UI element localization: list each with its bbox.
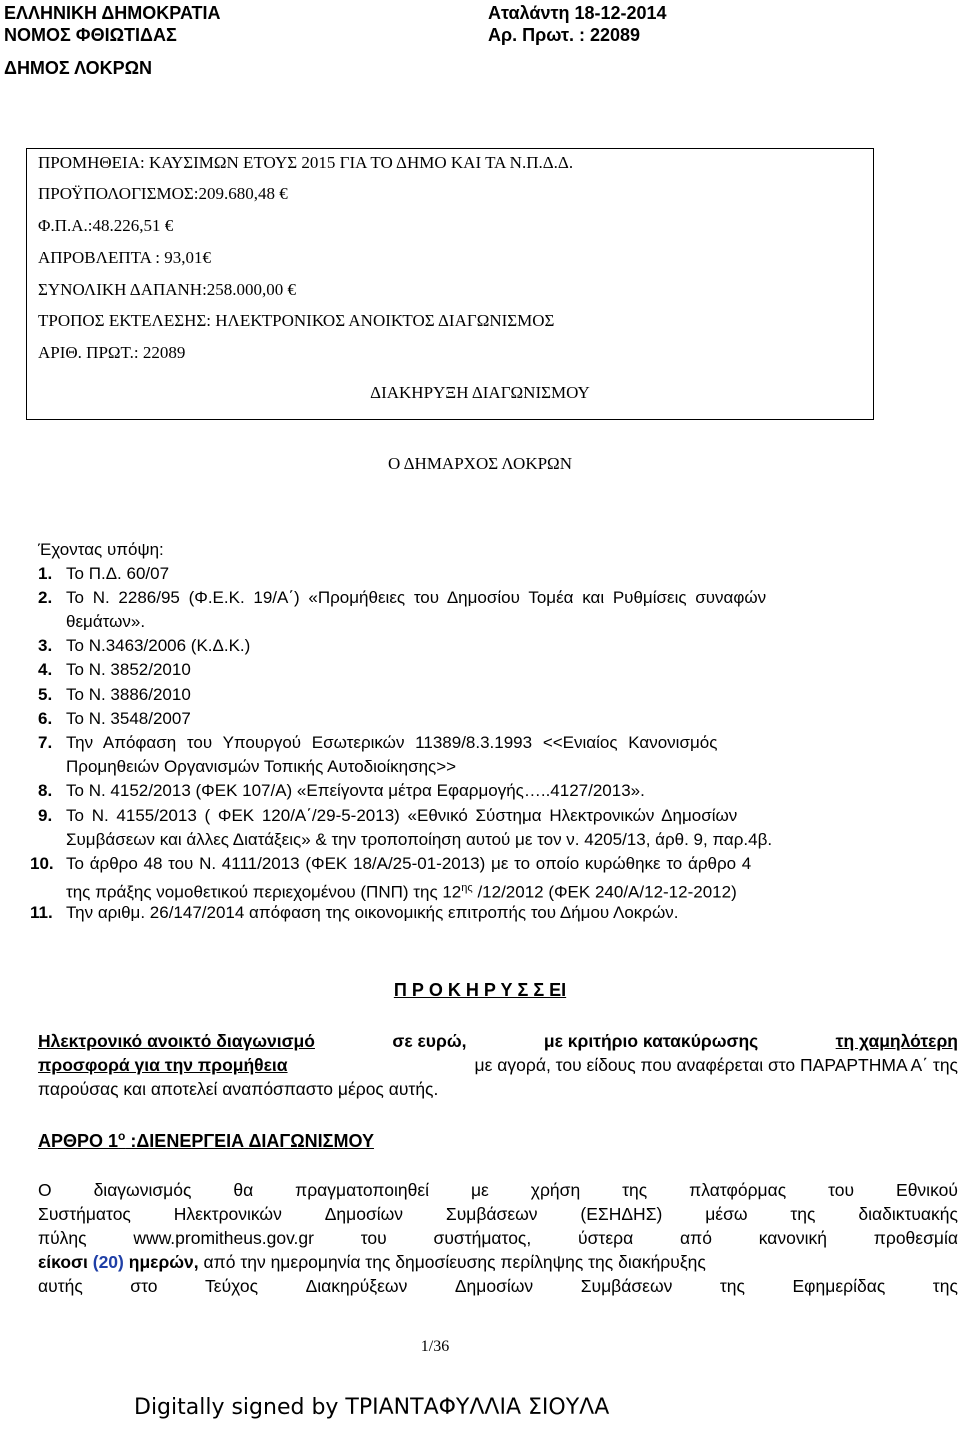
word: Ο	[38, 1180, 52, 1200]
word: Διακηρύξεων	[305, 1276, 408, 1296]
bold-word: ημερών,	[128, 1252, 199, 1272]
word: Δημοσίων	[324, 1204, 404, 1224]
word: συστήματος,	[433, 1228, 532, 1248]
header-right	[488, 2, 667, 46]
intro-bold-2: σε ευρώ,	[392, 1031, 467, 1051]
list-item-1	[38, 563, 169, 585]
list-text: Το Ν. 4155/2013 ( ΦΕΚ 120/Α΄/29-5-2013) «Εθνικό Σύστημα Ηλεκτρονικών Δημοσίων	[66, 806, 738, 825]
bold-word: είκοσι	[38, 1252, 88, 1272]
list-item-3	[38, 635, 250, 657]
word: Συστήματος	[38, 1204, 131, 1224]
page-number: 1/36	[420, 1338, 450, 1355]
list-number: 2.	[38, 588, 53, 607]
list-number: 10.	[30, 854, 54, 873]
list-number: 9.	[38, 806, 53, 825]
word: του	[360, 1228, 387, 1248]
list-text: Το Π.Δ. 60/07	[66, 564, 170, 583]
list-item-5	[38, 684, 191, 706]
list-number: 4.	[38, 660, 53, 679]
text: από την ημερομηνία της δημοσίευσης περίληψης της διακήρυξης	[203, 1252, 706, 1272]
word: Δημοσίων	[454, 1276, 534, 1296]
header-left	[4, 2, 220, 79]
list-item-10-cont	[66, 877, 737, 904]
box-line-protocol: ΑΡΙΘ. ΠΡΩΤ.: 22089	[38, 343, 186, 362]
word: κανονική	[758, 1228, 827, 1248]
list-number: 1.	[38, 564, 53, 583]
list-number: 7.	[38, 733, 53, 752]
word: (ΕΣΗΔΗΣ)	[580, 1204, 663, 1224]
list-text: Το άρθρο 48 του Ν. 4111/2013 (ΦΕΚ 18/Α/25-01-2013) με το οποίο κυρώθηκε το άρθρο 4	[66, 854, 752, 873]
word: διαδικτυακής	[858, 1204, 958, 1224]
list-text: Την Απόφαση του Υπουργού Εσωτερικών 11389/8.3.1993 <<Ενιαίος Κανονισμός	[66, 733, 718, 752]
word: στο	[130, 1276, 158, 1296]
article-line-4	[38, 1250, 958, 1274]
list-text: Το Ν. 4152/2013 (ΦΕΚ 107/Α) «Επείγοντα μέτρα Εφαρμογής…..4127/2013».	[66, 781, 645, 800]
proclamation-heading: Π Ρ Ο Κ Η Ρ Υ Σ Σ ΕΙ	[393, 980, 567, 1000]
word: της	[790, 1204, 816, 1224]
considering-heading: Έχοντας υπόψη:	[38, 540, 164, 559]
word: πραγματοποιηθεί	[295, 1180, 430, 1200]
days-number: (20)	[92, 1252, 124, 1272]
list-item-9-cont: Συμβάσεων και άλλες Διατάξεις» & την τροποποίηση αυτού με τον ν. 4205/13, άρθ. 9, παρ.4β.	[66, 830, 773, 849]
list-item-8	[38, 780, 645, 802]
list-item-4	[38, 659, 191, 681]
header-municipality: ΔΗΜΟΣ ΛΟΚΡΩΝ	[4, 58, 153, 78]
digital-signature: Digitally signed by ΤΡΙΑΝΤΑΦΥΛΛΙΑ ΣΙΟΥΛΑ	[134, 1395, 610, 1420]
word: της	[932, 1276, 958, 1296]
article-line-1	[38, 1178, 958, 1202]
word: της	[719, 1276, 745, 1296]
intro-bold-4: τη χαμηλότερη	[835, 1031, 958, 1051]
header-date: Αταλάντη 18-12-2014	[488, 3, 667, 23]
list-text: /12/2012 (ΦΕΚ 240/Α/12-12-2012)	[477, 882, 737, 902]
header-protocol: Αρ. Πρωτ. : 22089	[488, 25, 641, 45]
word: Ηλεκτρονικών	[173, 1204, 282, 1224]
article-title-text: ΑΡΘΡΟ 1	[38, 1131, 119, 1151]
list-text: Την αριθμ. 26/147/2014 απόφαση της οικονομικής επιτροπής του Δήμου Λοκρών.	[66, 903, 679, 922]
word: χρήση	[530, 1180, 581, 1200]
intro-bold-1: Ηλεκτρονικό ανοικτό διαγωνισμό	[38, 1031, 315, 1051]
list-number: 8.	[38, 781, 53, 800]
superscript: ης	[461, 882, 473, 894]
intro-paragraph	[38, 1029, 958, 1101]
word: πύλης	[38, 1228, 87, 1248]
article-1-body	[38, 1178, 958, 1298]
list-text: Το Ν.3463/2006 (Κ.Δ.Κ.)	[66, 636, 251, 655]
article-line-5	[38, 1274, 958, 1298]
box-line-method: ΤΡΟΠΟΣ ΕΚΤΕΛΕΣΗΣ: ΗΛΕΚΤΡΟΝΙΚΟΣ ΑΝΟΙΚΤΟΣ ΔΙΑΓΩΝΙΣΜΟΣ	[38, 311, 555, 330]
word: Εθνικού	[896, 1180, 958, 1200]
word: με	[470, 1180, 489, 1200]
list-item-2	[38, 587, 918, 609]
word: πλατφόρμας	[689, 1180, 787, 1200]
article-line-2	[38, 1202, 958, 1226]
list-text: της πράξης νομοθετικού περιεχομένου (ΠΝΠ) της 12	[66, 882, 462, 902]
article-1-title	[38, 1129, 374, 1152]
article-title-sup: ο	[118, 1129, 126, 1143]
word: του	[828, 1180, 855, 1200]
word: θα	[233, 1180, 254, 1200]
website-link[interactable]: www.promitheus.gov.gr	[133, 1228, 314, 1248]
word: διαγωνισμός	[93, 1180, 192, 1200]
word: από	[680, 1228, 712, 1248]
mayor-heading: Ο ΔΗΜΑΡΧΟΣ ΛΟΚΡΩΝ	[388, 454, 572, 473]
intro-text-1: με αγορά, του είδους που αναφέρεται στο ΠΑΡΑΡΤΗΜΑ Α΄ της	[474, 1055, 958, 1075]
word: Συμβάσεων	[580, 1276, 673, 1296]
header-prefecture: ΝΟΜΟΣ ΦΘΙΩΤΙΔΑΣ	[4, 25, 177, 45]
box-line-total: ΣΥΝΟΛΙΚΗ ΔΑΠΑΝΗ:258.000,00 €	[38, 280, 297, 299]
intro-bold-3: με κριτήριο κατακύρωσης	[543, 1031, 759, 1051]
list-number: 11.	[30, 903, 53, 922]
header-country: ΕΛΛΗΝΙΚΗ ΔΗΜΟΚΡΑΤΙΑ	[4, 3, 221, 23]
list-text: Το Ν. 3886/2010	[66, 685, 191, 704]
list-text: Το Ν. 2286/95 (Φ.Ε.Κ. 19/Α΄) «Προμήθειες του Δημοσίου Τομέα και Ρυθμίσεις συναφών	[66, 588, 767, 607]
word: αυτής	[38, 1276, 83, 1296]
article-title-rest: :ΔΙΕΝΕΡΓΕΙΑ ΔΙΑΓΩΝΙΣΜΟΥ	[125, 1131, 374, 1151]
list-item-9	[38, 805, 737, 827]
word: μέσω	[705, 1204, 748, 1224]
list-number: 6.	[38, 709, 53, 728]
word: προθεσμία	[873, 1228, 958, 1248]
list-item-10	[30, 853, 751, 875]
list-item-6	[38, 708, 191, 730]
article-line-3	[38, 1226, 958, 1250]
box-line-procurement: ΠΡΟΜΗΘΕΙΑ: ΚΑΥΣΙΜΩΝ ΕΤΟΥΣ 2015 ΓΙΑ ΤΟ ΔΗΜΟ ΚΑΙ ΤΑ Ν.Π.Δ.Δ.	[38, 153, 574, 172]
word: της	[622, 1180, 648, 1200]
list-text: Το Ν. 3852/2010	[66, 660, 191, 679]
word: Εφημερίδας	[792, 1276, 886, 1296]
list-number: 5.	[38, 685, 53, 704]
word: ύστερα	[578, 1228, 634, 1248]
list-item-7	[38, 732, 717, 754]
intro-text-2: παρούσας και αποτελεί αναπόσπαστο μέρος αυτής.	[38, 1079, 439, 1099]
box-line-contingency: ΑΠΡΟΒΛΕΠΤΑ : 93,01€	[38, 248, 211, 267]
box-line-vat: Φ.Π.Α.:48.226,51 €	[38, 216, 174, 235]
intro-bold-5: προσφορά για την προμήθεια	[38, 1055, 288, 1075]
list-text: Το Ν. 3548/2007	[66, 709, 191, 728]
word: Συμβάσεων	[445, 1204, 538, 1224]
list-item-7-cont: Προμηθειών Οργανισμών Τοπικής Αυτοδιοίκησης>>	[66, 757, 457, 776]
box-line-budget: ΠΡΟΫΠΟΛΟΓΙΣΜΟΣ:209.680,48 €	[38, 184, 288, 203]
list-item-11	[30, 902, 678, 924]
list-number: 3.	[38, 636, 53, 655]
word: Τεύχος	[205, 1276, 259, 1296]
list-item-2-cont: θεμάτων».	[66, 612, 146, 631]
box-title: ΔΙΑΚΗΡΥΞΗ ΔΙΑΓΩΝΙΣΜΟΥ	[370, 383, 590, 402]
